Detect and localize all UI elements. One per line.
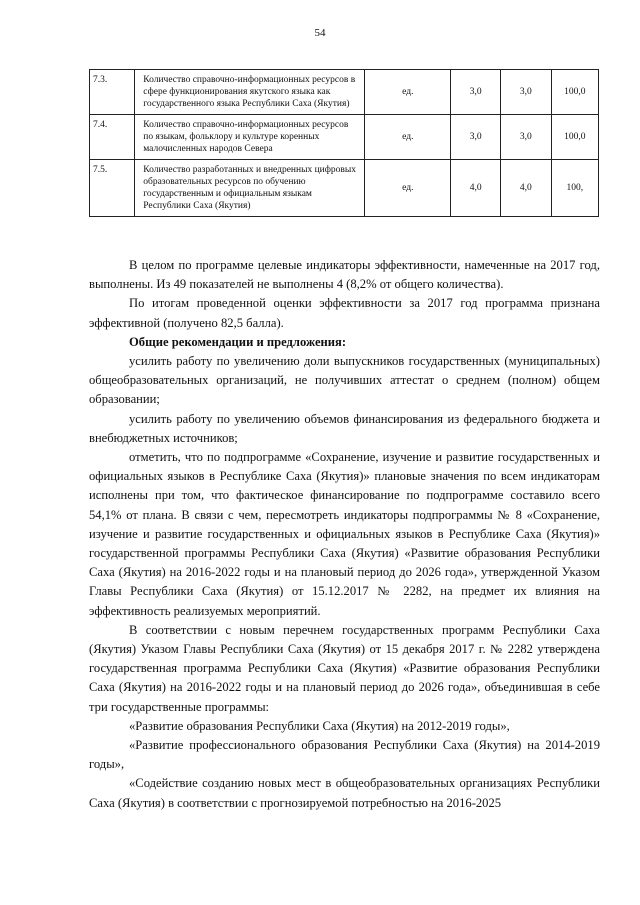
page-number: 54 [314, 27, 326, 39]
planned-value: 3,0 [451, 70, 501, 115]
indicator-name: Количество справочно-информационных ресурсов в сфере функционирования якутского языка как государственного языка Республики Саха (Якутия) [135, 70, 365, 115]
row-number: 7.4. [90, 115, 135, 160]
actual-value: 3,0 [501, 115, 552, 160]
table-row [90, 115, 599, 160]
paragraph: усилить работу по увеличению объемов финансирования из федерального бюджета и внебюджетных источников; [89, 411, 600, 445]
paragraph: По итогам проведенной оценки эффективности за 2017 год программа признана эффективной (получено 82,5 балла). [89, 296, 600, 330]
indicators-table [89, 69, 599, 217]
table-row [90, 160, 599, 217]
planned-value: 4,0 [451, 160, 501, 217]
paragraph: усилить работу по увеличению доли выпускников государственных (муниципальных) общеобразовательных организаций, не получивших аттестат о среднем (полном) общем образовании; [89, 354, 600, 407]
paragraph: «Развитие образования Республики Саха (Якутия) на 2012-2019 годы», [129, 718, 510, 733]
section-heading: Общие рекомендации и предложения: [129, 334, 347, 349]
indicator-name: Количество разработанных и внедренных цифровых образовательных ресурсов по обучению государственным и официальным языкам Республики Саха (Якутия) [135, 160, 365, 217]
paragraph: В целом по программе целевые индикаторы эффективности, намеченные на 2017 год, выполнены. Из 49 показателей не выполнены 4 (8,2% от общего количества). [89, 258, 600, 292]
paragraph: В соответствии с новым перечнем государственных программ Республики Саха (Якутия) Указом Главы Республики Саха (Якутия) от 15 декабря 2017 г. № 2282 утверждена государственная программа Республики Саха (Якутия) «Развитие образования Республики Саха (Якутия) на 2016-2022 годы и на плановый период до 2026 года», объединившая в себе три государственные программы: [89, 622, 600, 714]
percent-value: 100,0 [551, 115, 598, 160]
percent-value: 100, [551, 160, 598, 217]
indicator-name: Количество справочно-информационных ресурсов по языкам, фольклору и культуре коренных малочисленных народов Севера [135, 115, 365, 160]
row-number: 7.3. [90, 70, 135, 115]
paragraph: отметить, что по подпрограмме «Сохранение, изучение и развитие государственных и официальных языков в Республике Саха (Якутия)» плановые значения по всем индикаторам исполнены при том, что фактическое финансирование по подпрограмме составило всего 54,1% от плана. В связи с чем, пересмотреть индикаторы подпрограммы № 8 «Сохранение, изучение и развитие государственных и официальных языков в Республике Саха (Якутия)» государственной программы Республики Саха (Якутия) «Развитие образования Республики Саха (Якутия) на 2016-2022 годы и на плановый период до 2026 года», утвержденной Указом Главы Республики Саха (Якутия) от 15.12.2017 № 2282, на предмет их влияния на эффективность реализуемых мероприятий. [89, 450, 600, 618]
unit: ед. [365, 115, 451, 160]
actual-value: 4,0 [501, 160, 552, 217]
document-body [89, 256, 600, 813]
unit: ед. [365, 70, 451, 115]
percent-value: 100,0 [551, 70, 598, 115]
table-row [90, 70, 599, 115]
planned-value: 3,0 [451, 115, 501, 160]
unit: ед. [365, 160, 451, 217]
paragraph: «Развитие профессионального образования Республики Саха (Якутия) на 2014-2019 годы», [89, 738, 600, 772]
row-number: 7.5. [90, 160, 135, 217]
actual-value: 3,0 [501, 70, 552, 115]
paragraph: «Содействие созданию новых мест в общеобразовательных организациях Республики Саха (Якутия) в соответствии с прогнозируемой потребностью на 2016-2025 [89, 776, 600, 810]
